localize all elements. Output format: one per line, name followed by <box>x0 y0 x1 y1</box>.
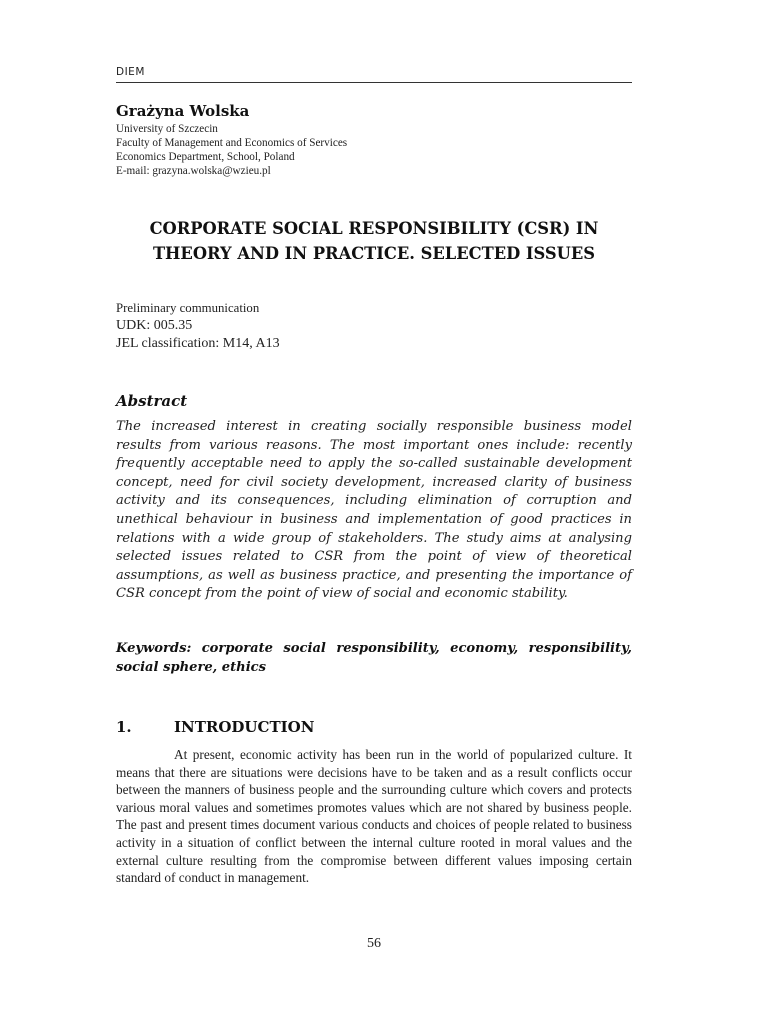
section-title: INTRODUCTION <box>174 718 315 736</box>
author-email: E-mail: grazyna.wolska@wzieu.pl <box>116 165 271 177</box>
abstract-text: The increased interest in creating socially responsible business model results from various reasons. The most important ones include: recently frequently acceptable need to apply the so-called sustainable development concept, need for civil society development, increased clarity of business activity and its consequences, including elimination of corruption and unethical behaviour in business and implementation of good practices in relations with a wide group of stakeholders. The study aims at analysing selected issues related to CSR from the point of view of theoretical assumptions, as well as business practice, and presenting the importance of CSR concept from the point of view of social and economic stability. <box>116 419 632 602</box>
abstract-heading: Abstract <box>116 392 188 410</box>
paper-title: CORPORATE SOCIAL RESPONSIBILITY (CSR) IN THEORY AND IN PRACTICE. SELECTED ISSUES <box>149 219 599 263</box>
affiliation-department: Economics Department, School, Poland <box>116 151 295 163</box>
journal-name: DIEM <box>116 66 145 78</box>
paper-type: Preliminary communication <box>116 301 260 315</box>
jel-classification: JEL classification: M14, A13 <box>116 336 280 351</box>
affiliation-faculty: Faculty of Management and Economics of Services <box>116 137 348 149</box>
header-rule <box>116 82 632 83</box>
udk-code: UDK: 005.35 <box>116 318 193 333</box>
page-number: 56 <box>367 936 381 951</box>
keywords: Keywords: corporate social responsibility, economy, responsibility, social sphere, ethics <box>116 641 632 675</box>
author-name: Grażyna Wolska <box>116 102 250 120</box>
section-number: 1. <box>116 718 132 736</box>
introduction-paragraph: At present, economic activity has been run in the world of popularized culture. It means that there are situations were decisions have to be taken and as a result conflicts occur between the manners of business people and the surrounding culture which covers and protects various moral values and sometimes promotes values which are not shared by business people. The past and present times document various conducts and choices of people related to business activity in a situation of conflict between the internal culture rooted in moral values and the external culture resulting from the compromise between different values imposing certain standard of conduct in management. <box>116 747 632 886</box>
affiliation-university: University of Szczecin <box>116 123 218 135</box>
